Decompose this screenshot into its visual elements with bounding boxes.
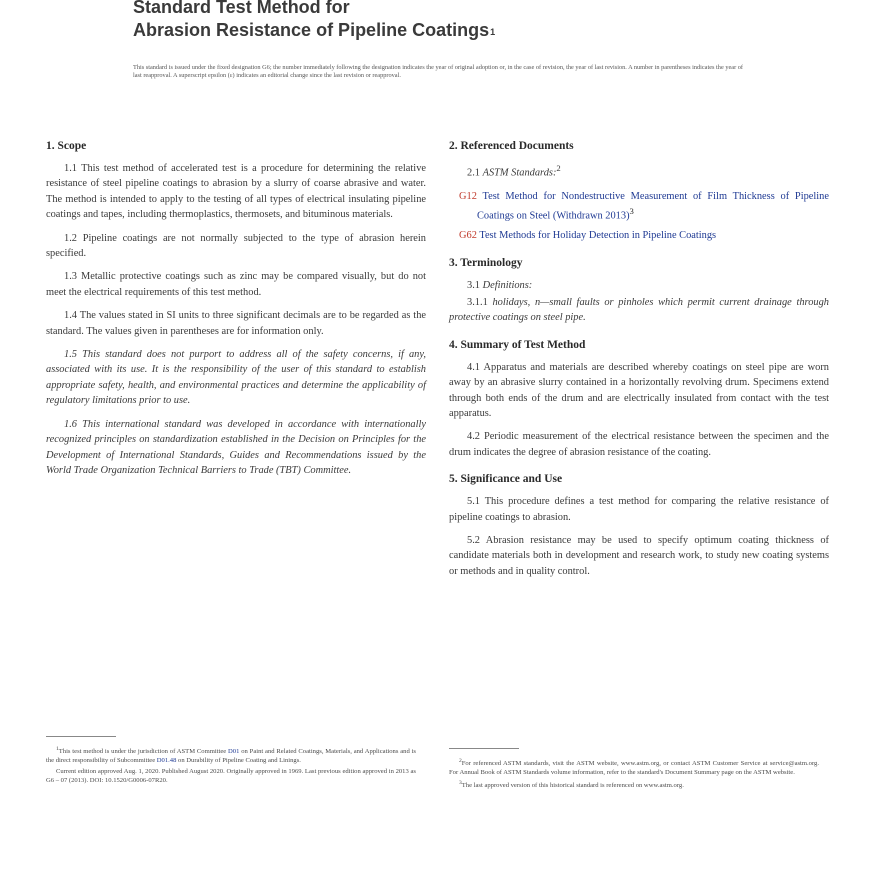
- title-line-2: Abrasion Resistance of Pipeline Coatings$^1$: [133, 20, 496, 40]
- footnote-edition: Current edition approved Aug. 1, 2020. Published August 2020. Originally approved in 1969. Last previous edition approved in 2013 as G6 – 07 (2013). DOI: 10.1520/G0006-07R20.: [46, 768, 416, 785]
- designation-notice: This standard is issued under the fixed designation G6; the number immediately following the designation indicates the year of original adoption or, in the case of revision, the year of last revision. A number in parentheses indicates the year of last reapproval. A superscript epsilon (ε) indicates an editorial change since the last revision or reapproval.: [133, 64, 743, 80]
- reference-g12: G12 Test Method for Nondestructive Measurement of Film Thickness of Pipeline Coatings on Steel (Withdrawn 2013)$^3$: [459, 190, 829, 222]
- document-title: [133, 0, 833, 42]
- paragraph-5-2: 5.2 Abrasion resistance may be used to specify optimum coating thickness of candidate materials both in development and research work, to study new coating systems or methods and in quality control.: [449, 535, 829, 577]
- section-heading-significance: 5. Significance and Use: [449, 473, 563, 486]
- section-heading-referenced-documents: 2. Referenced Documents: [449, 140, 574, 152]
- footnotes-right: [449, 748, 819, 792]
- footnotes-left: [46, 736, 416, 787]
- title-line-1: Standard Test Method for: [133, 0, 350, 17]
- title-footnote-mark: 1: [490, 27, 496, 37]
- section-terminology: [449, 257, 829, 326]
- committee-link-d01[interactable]: D01: [228, 748, 240, 756]
- footnote-1: $^1$This test method is under the jurisdiction of ASTM Committee D01 on Paint and Related Coatings, Materials, and Applications and is the direct responsibility of Subcommittee D01.48 on Durability of Pipeline Coating and Linings.: [46, 746, 416, 765]
- paragraph-3-1-1: 3.1.1 holidays, n—small faults or pinholes which permit current drainage through protective coatings on steel pipe.: [449, 296, 829, 324]
- section-heading-scope: 1. Scope: [46, 140, 87, 152]
- footnote-divider: [46, 736, 116, 737]
- section-significance: [449, 473, 829, 579]
- reference-link-g62[interactable]: Test Methods for Holiday Detection in Pipeline Coatings: [479, 230, 717, 242]
- paragraph-5-1: 5.1 This procedure defines a test method for comparing the relative resistance of pipeline coatings to abrasion.: [449, 496, 829, 523]
- section-referenced-documents: [449, 140, 829, 244]
- paragraph-1-2: 1.2 Pipeline coatings are not normally subjected to the type of abrasion herein specified.: [46, 232, 426, 260]
- reference-code-g12[interactable]: G12: [459, 190, 477, 202]
- section-summary: [449, 339, 829, 460]
- paragraph-1-5: 1.5 This standard does not purport to address all of the safety concerns, if any, associated with its use. It is the responsibility of the user of this standard to establish appropriate safety, health, and environmental practices and determine the applicability of regulatory limitations prior to use.: [46, 349, 426, 407]
- paragraph-1-1: 1.1 This test method of accelerated test is a procedure for determining the relative resistance of steel pipeline coatings to abrasion by a slurry of coarse abrasive and water. The method is intended to apply to the testing of all types of electrical insulating pipeline coatings and tapes, including thermoplastics, thermosets, and bituminous materials.: [46, 163, 426, 221]
- section-heading-summary: 4. Summary of Test Method: [449, 338, 586, 351]
- section-heading-terminology: 3. Terminology: [449, 256, 523, 269]
- footnote-3: $^3$The last approved version of this historical standard is referenced on www.astm.org.: [459, 780, 684, 790]
- paragraph-4-1: 4.1 Apparatus and materials are described whereby coatings on steel pipe are worn away by an abrasive slurry contained in a horizontally revolving drum. Specimens extend through both ends of the drum and are electrically insulated from contact with the test apparatus.: [449, 361, 829, 419]
- reference-link-g12[interactable]: Test Method for Nondestructive Measurement of Film Thickness of Pipeline Coatings on Steel (Withdrawn 2013): [477, 190, 829, 222]
- reference-g62: [449, 228, 829, 243]
- paragraph-2-1: 2.1 ASTM Standards:$^2$: [467, 163, 561, 179]
- footnote-divider: [449, 748, 519, 749]
- subcommittee-link-d01-48[interactable]: D01.48: [156, 757, 177, 765]
- paragraph-4-2: 4.2 Periodic measurement of the electrical resistance between the specimen and the drum indicates the degree of abrasion resistance of the coating.: [449, 431, 829, 458]
- paragraph-1-4: 1.4 The values stated in SI units to three significant decimals are to be regarded as the standard. The values given in parentheses are for information only.: [46, 310, 426, 337]
- right-column: [449, 140, 829, 592]
- paragraph-1-3: 1.3 Metallic protective coatings such as zinc may be compared visually, but do not meet the electrical requirements of this test method.: [46, 271, 426, 298]
- paragraph-3-1: 3.1 Definitions:: [467, 279, 533, 291]
- paragraph-1-6: 1.6 This international standard was developed in accordance with internationally recognized principles on standardization established in the Decision on Principles for the Development of International Standards, Guides and Recommendations issued by the World Trade Organization Technical Barriers to Trade (TBT) Committee.: [46, 418, 426, 476]
- left-column: [46, 140, 426, 491]
- reference-code-g62[interactable]: G62: [459, 230, 477, 242]
- section-scope: [46, 140, 426, 478]
- footnote-2: $^2$For referenced ASTM standards, visit the ASTM website, www.astm.org, or contact ASTM Customer Service at service@astm.org. For Annual Book of ASTM Standards volume information, refer to the standard's Document Summary page on the ASTM website.: [449, 758, 819, 777]
